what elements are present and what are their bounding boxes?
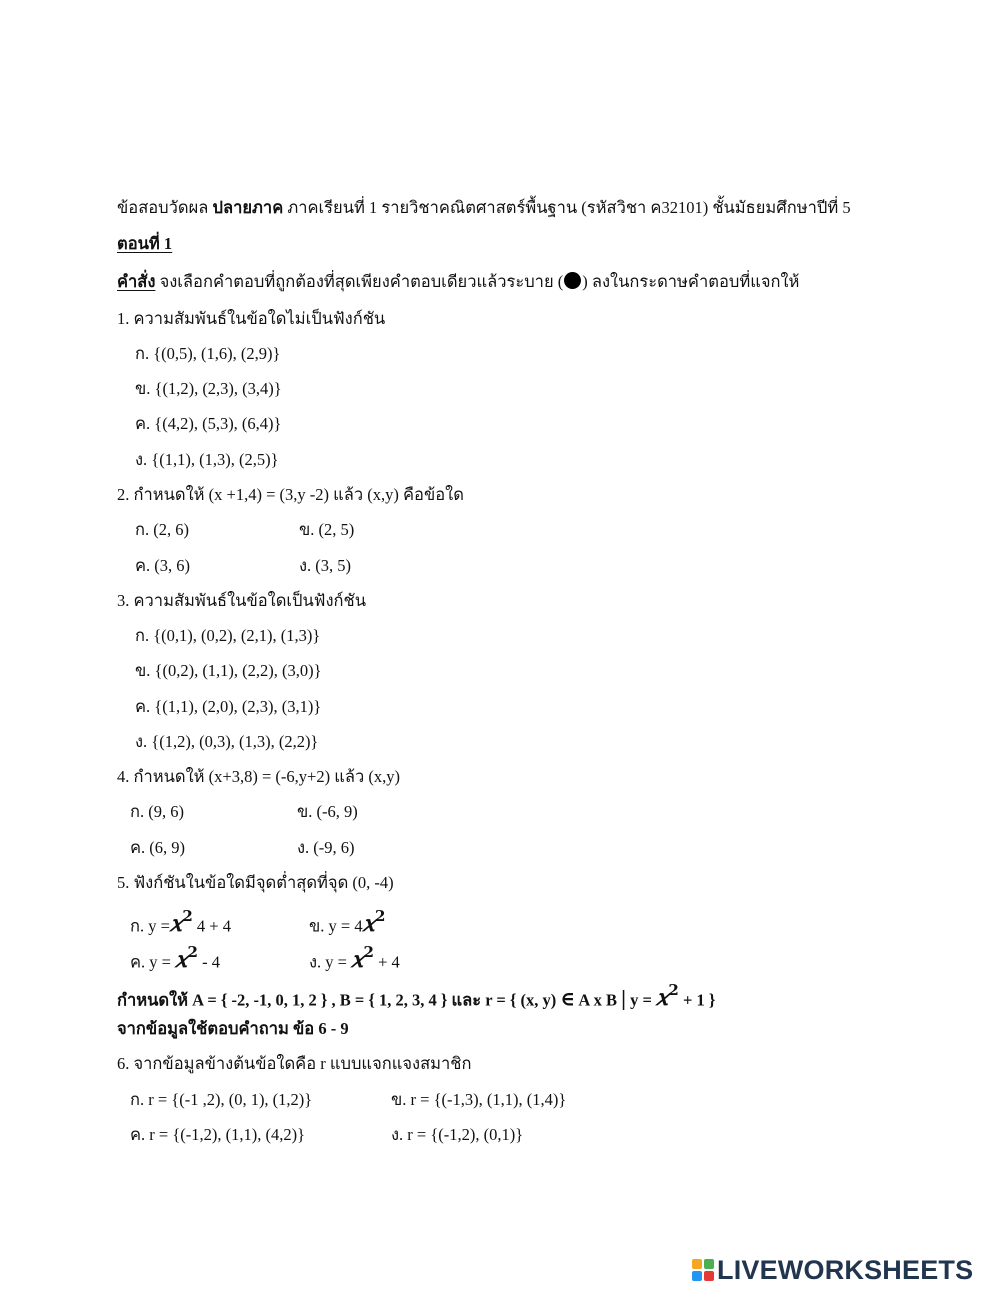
such-that-bar: | [621, 985, 626, 1011]
x-var: 𝑥 [655, 985, 669, 1012]
header-prefix: ข้อสอบวัดผล [117, 198, 213, 217]
x-var: 𝑥 [169, 911, 183, 938]
given-y-equals: y = [625, 990, 656, 1010]
exponent: 2 [187, 943, 198, 961]
q5-d-prefix: ง. y = [309, 952, 352, 972]
instruction-text-end: ) ลงในกระดาษคำตอบที่แจกให้ [582, 272, 800, 291]
given-cartesian: A x B [575, 990, 622, 1010]
q5-choice-a[interactable] [130, 907, 231, 937]
q1-choice-b[interactable]: ข. {(1,2), (2,3), (3,4)} [135, 379, 282, 398]
q1-choice-c[interactable]: ค. {(4,2), (5,3), (6,4)} [135, 414, 282, 433]
q5-d-suffix: + 4 [373, 952, 400, 972]
q5-a-suffix: 4 + 4 [192, 916, 231, 936]
q6-choice-c[interactable]: ค. r = {(-1,2), (1,1), (4,2)} [130, 1125, 306, 1144]
q6-choice-d[interactable]: ง. r = {(-1,2), (0,1)} [391, 1125, 524, 1144]
logo-square [704, 1259, 714, 1269]
liveworksheets-logo [692, 1256, 973, 1284]
x-var: 𝑥 [351, 947, 364, 974]
q3-choice-c[interactable]: ค. {(1,1), (2,0), (2,3), (3,1)} [135, 697, 322, 716]
q2-choice-b[interactable]: ข. (2, 5) [299, 520, 355, 539]
exponent: 2 [668, 981, 679, 999]
q5-c-prefix: ค. y = [130, 952, 176, 972]
question-6: 6. จากข้อมูลข้างต้นข้อใดคือ r แบบแจกแจงสมาชิก [117, 1054, 472, 1073]
logo-text: LIVEWORKSHEETS [717, 1254, 974, 1285]
x-squared [169, 907, 193, 938]
q2-choice-c[interactable]: ค. (3, 6) [135, 556, 191, 575]
q3-choice-b[interactable]: ข. {(0,2), (1,1), (2,2), (3,0)} [135, 661, 322, 680]
x-var: 𝑥 [362, 911, 376, 938]
instruction [117, 271, 799, 293]
q4-choice-a[interactable]: ก. (9, 6) [130, 802, 184, 821]
q5-b-prefix: ข. y = 4 [309, 916, 363, 936]
exponent: 2 [182, 907, 193, 925]
given-statement [117, 981, 715, 1011]
element-of-symbol: ∈ [560, 988, 576, 1011]
logo-square [704, 1271, 714, 1281]
exam-header [117, 197, 851, 219]
use-info-note: จากข้อมูลใช้ตอบคำถาม ข้อ 6 - 9 [117, 1019, 349, 1038]
exponent: 2 [375, 907, 386, 925]
instruction-label: คำสั่ง [117, 272, 156, 291]
q5-choice-b[interactable] [309, 907, 385, 937]
x-var: 𝑥 [175, 947, 188, 974]
x-squared [655, 981, 679, 1012]
header-suffix: ภาคเรียนที่ 1 รายวิชาคณิตศาสตร์พื้นฐาน (รหัสวิชา ค32101) ชั้นมัธยมศึกษาปีที่ 5 [283, 198, 851, 217]
q5-a-prefix: ก. y = [130, 916, 170, 936]
q4-choice-d[interactable]: ง. (-9, 6) [297, 838, 355, 857]
q2-choice-a[interactable]: ก. (2, 6) [135, 520, 189, 539]
q5-choice-c[interactable] [130, 943, 220, 973]
x-squared [175, 943, 198, 974]
given-suffix: + 1 } [678, 990, 716, 1010]
q4-choice-b[interactable]: ข. (-6, 9) [297, 802, 358, 821]
q2-choice-d[interactable]: ง. (3, 5) [299, 556, 352, 575]
q4-choice-c[interactable]: ค. (6, 9) [130, 838, 186, 857]
q5-c-suffix: - 4 [197, 952, 220, 972]
logo-square [692, 1259, 702, 1269]
x-squared [362, 907, 386, 938]
q1-choice-d[interactable]: ง. {(1,1), (1,3), (2,5)} [135, 450, 279, 469]
x-squared [351, 943, 374, 974]
logo-badge-icon [692, 1259, 714, 1281]
q3-choice-a[interactable]: ก. {(0,1), (0,2), (2,1), (1,3)} [135, 626, 321, 645]
header-final-term: ปลายภาค [212, 198, 284, 217]
q3-choice-d[interactable]: ง. {(1,2), (0,3), (1,3), (2,2)} [135, 732, 319, 751]
q1-choice-a[interactable]: ก. {(0,5), (1,6), (2,9)} [135, 344, 281, 363]
given-prefix: กำหนดให้ A = { -2, -1, 0, 1, 2 } , B = { 1, 2, 3, 4 } และ r = { (x, y) [117, 990, 561, 1010]
section-title: ตอนที่ 1 [117, 234, 173, 253]
logo-square [692, 1271, 702, 1281]
question-5: 5. ฟังก์ชันในข้อใดมีจุดต่ำสุดที่จุด (0, -4) [117, 873, 394, 892]
exponent: 2 [363, 943, 374, 961]
filled-circle-icon [564, 272, 581, 289]
question-2: 2. กำหนดให้ (x +1,4) = (3,y -2) แล้ว (x,y) คือข้อใด [117, 485, 464, 504]
question-1: 1. ความสัมพันธ์ในข้อใดไม่เป็นฟังก์ชัน [117, 309, 386, 328]
question-3: 3. ความสัมพันธ์ในข้อใดเป็นฟังก์ชัน [117, 591, 367, 610]
q6-choice-b[interactable]: ข. r = {(-1,3), (1,1), (1,4)} [391, 1090, 567, 1109]
instruction-text: จงเลือกคำตอบที่ถูกต้องที่สุดเพียงคำตอบเดียวแล้วระบาย ( [155, 272, 564, 291]
question-4: 4. กำหนดให้ (x+3,8) = (-6,y+2) แล้ว (x,y) [117, 767, 400, 786]
q5-choice-d[interactable] [309, 943, 400, 973]
q6-choice-a[interactable]: ก. r = {(-1 ,2), (0, 1), (1,2)} [130, 1090, 313, 1109]
